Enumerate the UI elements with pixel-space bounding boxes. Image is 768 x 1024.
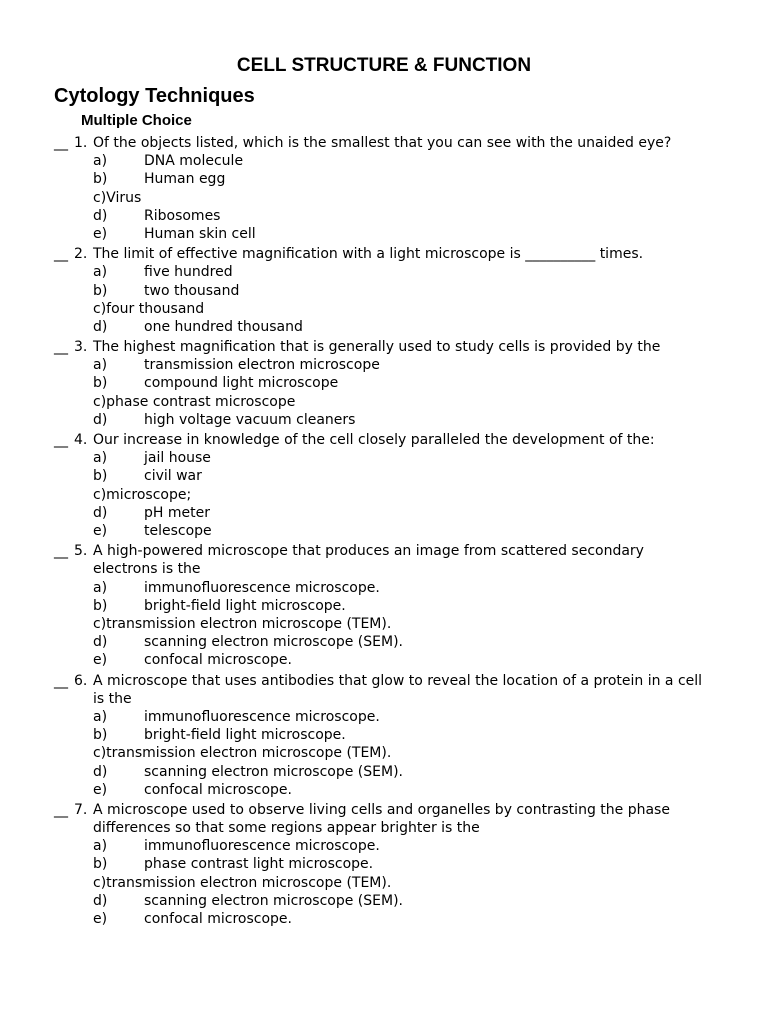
question-text: A microscope that uses antibodies that glow to reveal the location of a protein in a cell is the (93, 672, 703, 707)
question-text: The limit of effective magnification with a light microscope is __________ times. (93, 246, 644, 263)
answer-option (0, 170, 768, 188)
option-label: d) (93, 318, 108, 335)
question-stem (0, 431, 768, 449)
section-heading: Cytology Techniques (54, 85, 255, 107)
answer-option (0, 374, 768, 392)
option-text: telescope (144, 523, 212, 539)
option-label: c) (93, 300, 107, 317)
question-text: Of the objects listed, which is the smallest that you can see with the unaided eye? (93, 135, 672, 151)
option-text: scanning electron microscope (SEM). (144, 763, 403, 780)
answer-option (0, 651, 768, 669)
option-label: c) (93, 486, 107, 503)
option-text: high voltage vacuum cleaners (144, 411, 356, 428)
option-label: a) (93, 838, 108, 855)
question-stem (0, 338, 768, 356)
answer-option (0, 263, 768, 281)
answer-option (0, 892, 768, 910)
option-label: d) (93, 207, 108, 224)
option-text: five hundred (144, 264, 233, 281)
subsection-heading: Multiple Choice (81, 112, 192, 129)
answer-option (0, 300, 768, 318)
question-item (0, 540, 768, 669)
question-number: 4. (74, 432, 88, 449)
question-text: A high-powered microscope that produces an image from scattered secondary electrons is the (93, 543, 644, 578)
option-label: e) (93, 225, 108, 242)
question-item (0, 243, 768, 336)
answer-option (0, 597, 768, 615)
question-number: 6. (74, 672, 88, 689)
option-label: b) (93, 375, 108, 392)
option-text: transmission electron microscope (144, 357, 380, 374)
option-text: compound light microscope (144, 375, 339, 392)
answer-blank: __ (54, 432, 68, 449)
question-list (0, 132, 768, 928)
answer-option (0, 318, 768, 336)
answer-blank: __ (54, 339, 68, 356)
option-label: e) (93, 911, 108, 928)
answer-option (0, 356, 768, 374)
option-text: Human skin cell (144, 225, 256, 242)
option-text: Ribosomes (144, 207, 221, 224)
option-text: immunofluorescence microscope. (144, 579, 380, 596)
question-stem (0, 542, 768, 578)
answer-option (0, 633, 768, 651)
option-label: a) (93, 357, 108, 374)
answer-option (0, 615, 768, 633)
option-text: jail house (144, 450, 211, 467)
document-title: CELL STRUCTURE & FUNCTION (236, 55, 532, 76)
answer-option (0, 855, 768, 873)
question-item (0, 132, 768, 243)
answer-option (0, 744, 768, 762)
answer-blank: __ (54, 246, 68, 263)
answer-option (0, 282, 768, 300)
question-number: 3. (74, 339, 88, 356)
answer-option (0, 504, 768, 522)
option-label: a) (93, 579, 108, 596)
answer-option (0, 708, 768, 726)
option-text: scanning electron microscope (SEM). (144, 634, 403, 651)
option-text: civil war (144, 468, 202, 485)
answer-blank: __ (54, 135, 68, 151)
option-text: phase contrast light microscope. (144, 856, 374, 873)
option-text: two thousand (144, 282, 240, 299)
question-number: 2. (74, 246, 88, 263)
answer-option (0, 910, 768, 928)
option-text: immunofluorescence microscope. (144, 838, 380, 855)
question-stem (0, 245, 768, 263)
option-text: Human egg (144, 171, 226, 188)
option-text: transmission electron microscope (TEM). (106, 615, 392, 632)
option-label: d) (93, 411, 108, 428)
option-text: Virus (106, 189, 142, 206)
option-text: confocal microscope. (144, 652, 292, 669)
option-label: d) (93, 504, 108, 521)
question-stem (0, 801, 768, 837)
option-label: c) (93, 393, 107, 410)
answer-option (0, 837, 768, 855)
question-stem (0, 134, 768, 152)
option-text: scanning electron microscope (SEM). (144, 892, 403, 909)
question-item (0, 429, 768, 540)
option-label: e) (93, 523, 108, 539)
option-label: d) (93, 892, 108, 909)
question-number: 7. (74, 801, 88, 818)
option-label: c) (93, 189, 107, 206)
option-label: e) (93, 781, 108, 798)
option-label: b) (93, 727, 108, 744)
answer-option (0, 763, 768, 781)
answer-option (0, 522, 768, 540)
option-label: a) (93, 450, 108, 467)
answer-option (0, 225, 768, 243)
answer-option (0, 449, 768, 467)
answer-option (0, 874, 768, 892)
question-number: 1. (74, 135, 88, 151)
option-text: confocal microscope. (144, 781, 292, 798)
option-text: bright-field light microscope. (144, 597, 346, 614)
option-text: four thousand (106, 300, 205, 317)
question-item (0, 336, 768, 429)
option-label: d) (93, 634, 108, 651)
answer-blank: __ (54, 543, 68, 560)
answer-option (0, 189, 768, 207)
option-label: a) (93, 153, 108, 170)
answer-option (0, 411, 768, 429)
answer-option (0, 486, 768, 504)
option-label: c) (93, 615, 107, 632)
answer-blank: __ (54, 801, 68, 818)
option-text: transmission electron microscope (TEM). (106, 874, 392, 891)
option-label: d) (93, 763, 108, 780)
option-text: confocal microscope. (144, 911, 292, 928)
question-text: A microscope used to observe living cells and organelles by contrasting the phase differences so that some regions appear brighter is the (93, 801, 670, 837)
option-text: phase contrast microscope (106, 393, 296, 410)
answer-option (0, 152, 768, 170)
option-label: b) (93, 171, 108, 188)
answer-option (0, 207, 768, 225)
answer-option (0, 781, 768, 799)
option-label: b) (93, 282, 108, 299)
answer-option (0, 579, 768, 597)
option-label: b) (93, 468, 108, 485)
option-text: microscope; (106, 486, 192, 503)
question-item (0, 799, 768, 928)
question-stem (0, 672, 768, 708)
option-text: immunofluorescence microscope. (144, 708, 380, 725)
option-text: bright-field light microscope. (144, 727, 346, 744)
question-text: Our increase in knowledge of the cell closely paralleled the development of the: (93, 432, 655, 449)
option-text: one hundred thousand (144, 318, 303, 335)
answer-option (0, 393, 768, 411)
answer-option (0, 726, 768, 744)
question-item (0, 670, 768, 799)
option-label: a) (93, 708, 108, 725)
option-label: c) (93, 745, 107, 762)
answer-option (0, 467, 768, 485)
option-label: e) (93, 652, 108, 669)
option-label: b) (93, 597, 108, 614)
answer-blank: __ (54, 672, 68, 689)
option-text: DNA molecule (144, 153, 244, 170)
option-label: c) (93, 874, 107, 891)
option-text: transmission electron microscope (TEM). (106, 745, 392, 762)
question-number: 5. (74, 543, 88, 560)
option-text: pH meter (144, 504, 210, 521)
option-label: b) (93, 856, 108, 873)
option-label: a) (93, 264, 108, 281)
question-text: The highest magnification that is generally used to study cells is provided by the (93, 339, 661, 356)
